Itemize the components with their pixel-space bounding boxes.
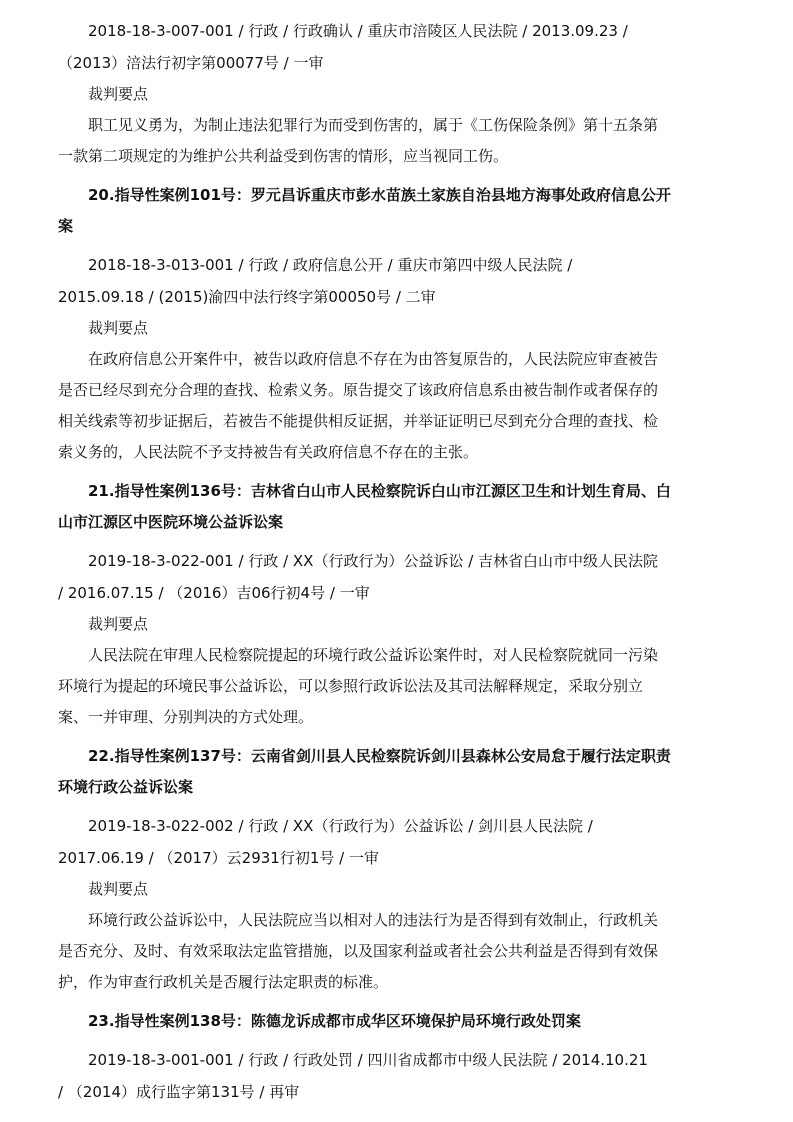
case-meta-line: 2019-18-3-022-002 / 行政 / XX（行政行为）公益诉讼 / 剑川县人民法院 / xyxy=(88,817,593,835)
case-meta-line: 2018-18-3-013-001 / 行政 / 政府信息公开 / 重庆市第四中级人民法院 / xyxy=(88,256,573,274)
case-title: 20.指导性案例101号：罗元昌诉重庆市彭水苗族土家族自治县地方海事处政府信息公开 xyxy=(88,186,671,204)
paragraph-line: 索义务的，人民法院不予支持被告有关政府信息不存在的主张。 xyxy=(58,443,479,461)
case-title: 环境行政公益诉讼案 xyxy=(58,778,194,796)
case-title: 23.指导性案例138号：陈德龙诉成都市成华区环境保护局环境行政处罚案 xyxy=(88,1012,581,1030)
section-heading: 裁判要点 xyxy=(88,615,149,633)
paragraph-line: 人民法院在审理人民检察院提起的环境行政公益诉讼案件时，对人民检察院就同一污染 xyxy=(88,646,659,664)
paragraph-line: 相关线索等初步证据后，若被告不能提供相反证据，并举证证明已尽到充分合理的查找、检 xyxy=(58,412,659,430)
case-meta-line: 2019-18-3-001-001 / 行政 / 行政处罚 / 四川省成都市中级人民法院 / 2014.10.21 xyxy=(88,1051,648,1069)
case-meta-line: 2018-18-3-007-001 / 行政 / 行政确认 / 重庆市涪陵区人民法院 / 2013.09.23 / xyxy=(88,22,628,40)
case-meta-line: / 2016.07.15 / （2016）吉06行初4号 / 一审 xyxy=(58,584,370,602)
case-meta-line: 2017.06.19 / （2017）云2931行初1号 / 一审 xyxy=(58,849,379,867)
paragraph-line: 环境行为提起的环境民事公益诉讼，可以参照行政诉讼法及其司法解释规定，采取分别立 xyxy=(58,677,644,695)
case-title: 山市江源区中医院环境公益诉讼案 xyxy=(58,513,284,531)
case-title: 22.指导性案例137号：云南省剑川县人民检察院诉剑川县森林公安局怠于履行法定职责 xyxy=(88,747,671,765)
paragraph-line: 是否充分、及时、有效采取法定监管措施，以及国家利益或者社会公共利益是否得到有效保 xyxy=(58,942,659,960)
case-meta-line: （2013）涪法行初字第00077号 / 一审 xyxy=(58,54,324,72)
paragraph-line: 案、一并审理、分别判决的方式处理。 xyxy=(58,708,314,726)
section-heading: 裁判要点 xyxy=(88,880,149,898)
case-title: 案 xyxy=(58,217,74,235)
paragraph-line: 是否已经尽到充分合理的查找、检索义务。原告提交了该政府信息系由被告制作或者保存的 xyxy=(58,381,659,399)
case-title: 21.指导性案例136号：吉林省白山市人民检察院诉白山市江源区卫生和计划生育局、白 xyxy=(88,482,671,500)
case-meta-line: 2015.09.18 / (2015)渝四中法行终字第00050号 / 二审 xyxy=(58,288,436,306)
case-meta-line: 2019-18-3-022-001 / 行政 / XX（行政行为）公益诉讼 / 吉林省白山市中级人民法院 xyxy=(88,552,659,570)
section-heading: 裁判要点 xyxy=(88,319,149,337)
case-meta-line: / （2014）成行监字第131号 / 再审 xyxy=(58,1083,300,1101)
paragraph-line: 一款第二项规定的为维护公共利益受到伤害的情形，应当视同工伤。 xyxy=(58,147,509,165)
paragraph-line: 职工见义勇为，为制止违法犯罪行为而受到伤害的，属于《工伤保险条例》第十五条第 xyxy=(88,116,659,134)
paragraph-line: 护，作为审查行政机关是否履行法定职责的标准。 xyxy=(58,973,389,991)
paragraph-line: 在政府信息公开案件中，被告以政府信息不存在为由答复原告的，人民法院应审查被告 xyxy=(88,350,659,368)
section-heading: 裁判要点 xyxy=(88,85,149,103)
paragraph-line: 环境行政公益诉讼中，人民法院应当以相对人的违法行为是否得到有效制止，行政机关 xyxy=(88,911,659,929)
